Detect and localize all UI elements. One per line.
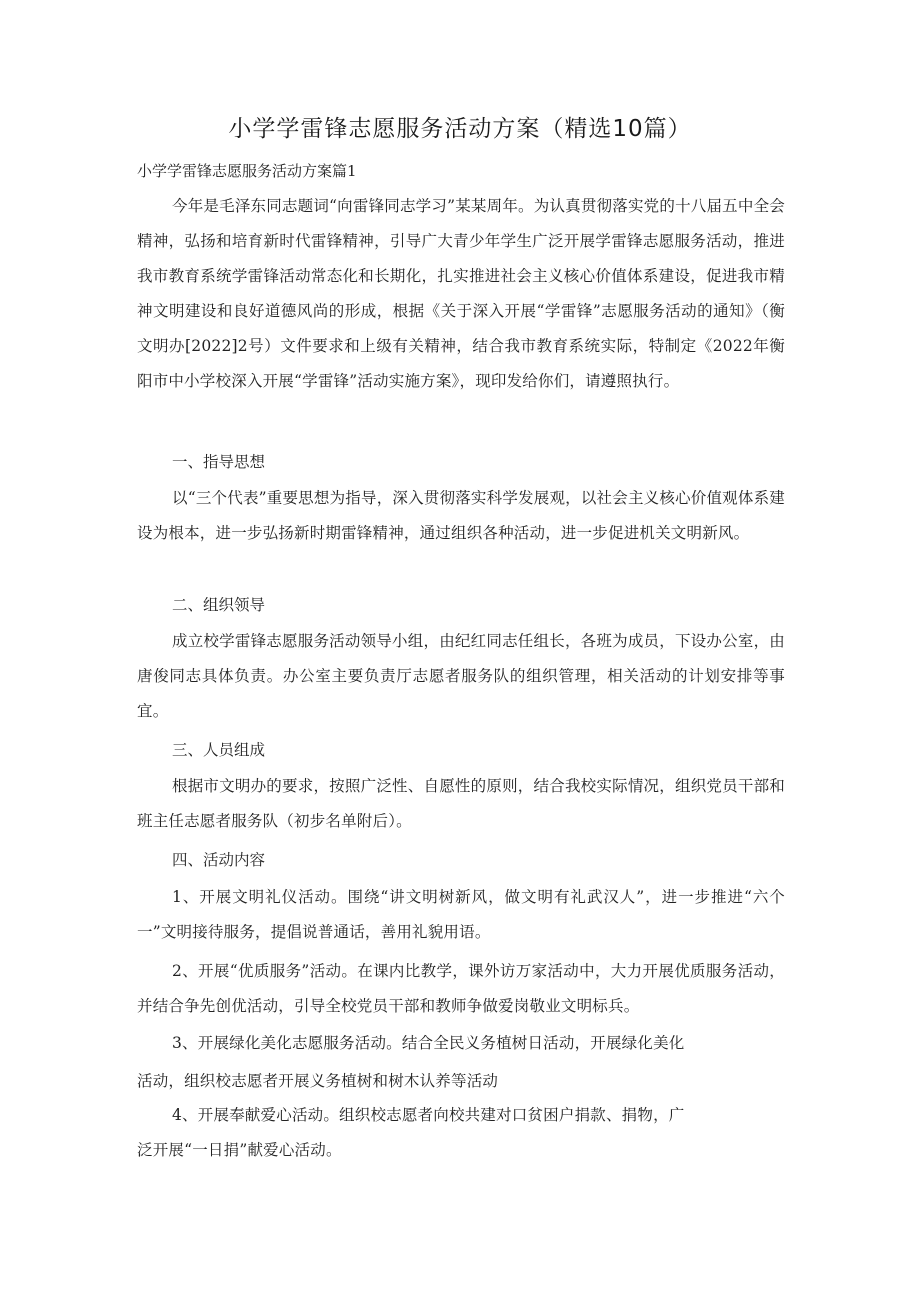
intro-paragraph: 今年是毛泽东同志题词“向雷锋同志学习”某某周年。为认真贯彻落实党的十八届五中全会精神，弘扬和培育新时代雷锋精神，引导广大青少年学生广泛开展学雷锋志愿服务活动，推进我市教育系统学雷锋活动常态化和长期化，扎实推进社会主义核心价值体系建设，促进我市精神文明建设和良好道德风尚的形成，根据《关于深入开展“学雷锋”志愿服务活动的通知》（衡文明办[2022]2号）文件要求和上级有关精神，结合我市教育系统实际，特制定《2022年衡阳市中小学校深入开展“学雷锋”活动实施方案》，现印发给你们，请遵照执行。 bbox=[137, 197, 785, 390]
activity-item-4-line1: 4、开展奉献爱心活动。组织校志愿者向校共建对口贫困户捐款、捐物，广 bbox=[172, 1106, 685, 1124]
activity-item-1: 1、开展文明礼仪活动。围绕“讲文明树新风，做文明有礼武汉人”，进一步推进“六个一”文明接待服务，提倡说普通话，善用礼貌用语。 bbox=[137, 888, 785, 941]
document-title: 小学学雷锋志愿服务活动方案（精选10篇） bbox=[228, 116, 692, 142]
section1-heading: 一、指导思想 bbox=[172, 453, 266, 471]
activity-item-3-line1: 3、开展绿化美化志愿服务活动。结合全民义务植树日活动，开展绿化美化 bbox=[172, 1034, 685, 1052]
activity-item-2: 2、开展“优质服务”活动。在课内比教学，课外访万家活动中，大力开展优质服务活动，并结合争先创优活动，引导全校党员干部和教师争做爱岗敬业文明标兵。 bbox=[137, 962, 785, 1015]
section4-heading: 四、活动内容 bbox=[172, 851, 266, 869]
section1-paragraph: 以“三个代表”重要思想为指导，深入贯彻落实科学发展观，以社会主义核心价值观体系建设为根本，进一步弘扬新时期雷锋精神，通过组织各种活动，进一步促进机关文明新风。 bbox=[137, 489, 785, 542]
activity-item-3-line2: 活动，组织校志愿者开展义务植树和树木认养等活动 bbox=[137, 1072, 499, 1090]
section2-paragraph: 成立校学雷锋志愿服务活动领导小组，由纪红同志任组长，各班为成员，下设办公室，由唐俊同志具体负责。办公室主要负责厅志愿者服务队的组织管理，相关活动的计划安排等事宜。 bbox=[137, 632, 785, 720]
activity-item-4-line2: 泛开展“一日捐”献爱心活动。 bbox=[137, 1141, 342, 1159]
document-subtitle: 小学学雷锋志愿服务活动方案篇1 bbox=[137, 162, 357, 180]
section3-paragraph: 根据市文明办的要求，按照广泛性、自愿性的原则，结合我校实际情况，组织党员干部和班主任志愿者服务队（初步名单附后）。 bbox=[137, 777, 785, 830]
section2-heading: 二、组织领导 bbox=[172, 596, 266, 614]
section3-heading: 三、人员组成 bbox=[172, 741, 266, 759]
